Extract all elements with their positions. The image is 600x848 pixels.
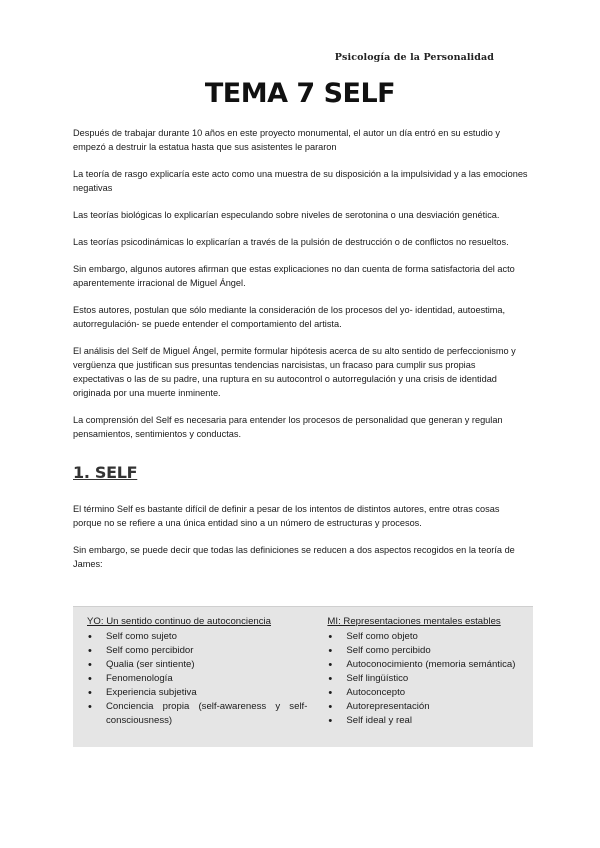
mi-column-header: MI: Representaciones mentales estables: [327, 616, 501, 627]
paragraph: Estos autores, postulan que sólo mediante la consideración de los procesos del yo- identidad, autoestima, autorregulación- se puede entender el comportamiento del artista.: [73, 305, 506, 329]
paragraph: La comprensión del Self es necesaria para entender los procesos de personalidad que generan y regulan pensamientos, sentimientos y conductas.: [73, 415, 503, 439]
paragraph: La teoría de rasgo explicaría este acto como una muestra de su disposición a la impulsividad y a las emociones negativas: [73, 169, 528, 193]
yo-mi-table: [73, 606, 533, 747]
page-title: TEMA 7 SELF: [204, 78, 396, 109]
list-item: • Self como objeto: [325, 630, 533, 644]
yo-column-header: YO: Un sentido continuo de autoconciencia: [87, 616, 272, 627]
section-heading: 1. SELF: [73, 463, 138, 482]
paragraph: El análisis del Self de Miguel Ángel, permite formular hipótesis acerca de su alto sentido de perfeccionismo y vergüenza que justifican sus presuntas tendencias narcisistas, un fracaso para cumplir sus propias expectativas o las de su padre, una ruptura en su autocontrol o autorregulación y una crisis de identidad originada por una muerte inminente.: [73, 346, 516, 398]
list-item: • Self lingüístico: [325, 672, 533, 686]
list-item: • Autoconocimiento (memoria semántica): [325, 658, 533, 672]
paragraph: Sin embargo, se puede decir que todas las definiciones se reducen a dos aspectos recogidos en la teoría de James:: [73, 545, 515, 569]
yo-list: [85, 630, 307, 728]
list-item: • Autoconcepto: [325, 686, 533, 700]
main-content: [73, 126, 528, 584]
list-item: • Autorepresentación: [325, 700, 533, 714]
list-item: • Experiencia subjetiva: [85, 686, 307, 700]
list-item: • Qualia (ser sintiente): [85, 658, 307, 672]
list-item: • Self ideal y real: [325, 714, 533, 728]
list-item: • Fenomenología: [85, 672, 307, 686]
list-item: • Conciencia propia (self-awareness y self-consciousness): [85, 700, 307, 728]
yo-column: [73, 607, 307, 747]
paragraph: Las teorías psicodinámicas lo explicarían a través de la pulsión de destrucción o de conflictos no resueltos.: [73, 237, 509, 247]
paragraph: El término Self es bastante difícil de definir a pesar de los intentos de distintos autores, entre otras cosas porque no se refiere a una única entidad sino a un número de estructuras y procesos.: [73, 504, 500, 528]
paragraph: Las teorías biológicas lo explicarían especulando sobre niveles de serotonina o una desviación genética.: [73, 210, 500, 220]
mi-list: [325, 630, 533, 728]
paragraph: Después de trabajar durante 10 años en este proyecto monumental, el autor un día entró en su estudio y empezó a destruir la estatua hasta que sus asistentes le pararon: [73, 128, 500, 152]
mi-column: [307, 607, 533, 747]
list-item: • Self como percibidor: [85, 644, 307, 658]
list-item: • Self como sujeto: [85, 630, 307, 644]
list-item: • Self como percibido: [325, 644, 533, 658]
course-header: Psicología de la Personalidad: [334, 52, 494, 63]
paragraph: Sin embargo, algunos autores afirman que estas explicaciones no dan cuenta de forma satisfactoria del acto aparentemente irracional de Miguel Ángel.: [73, 264, 515, 288]
